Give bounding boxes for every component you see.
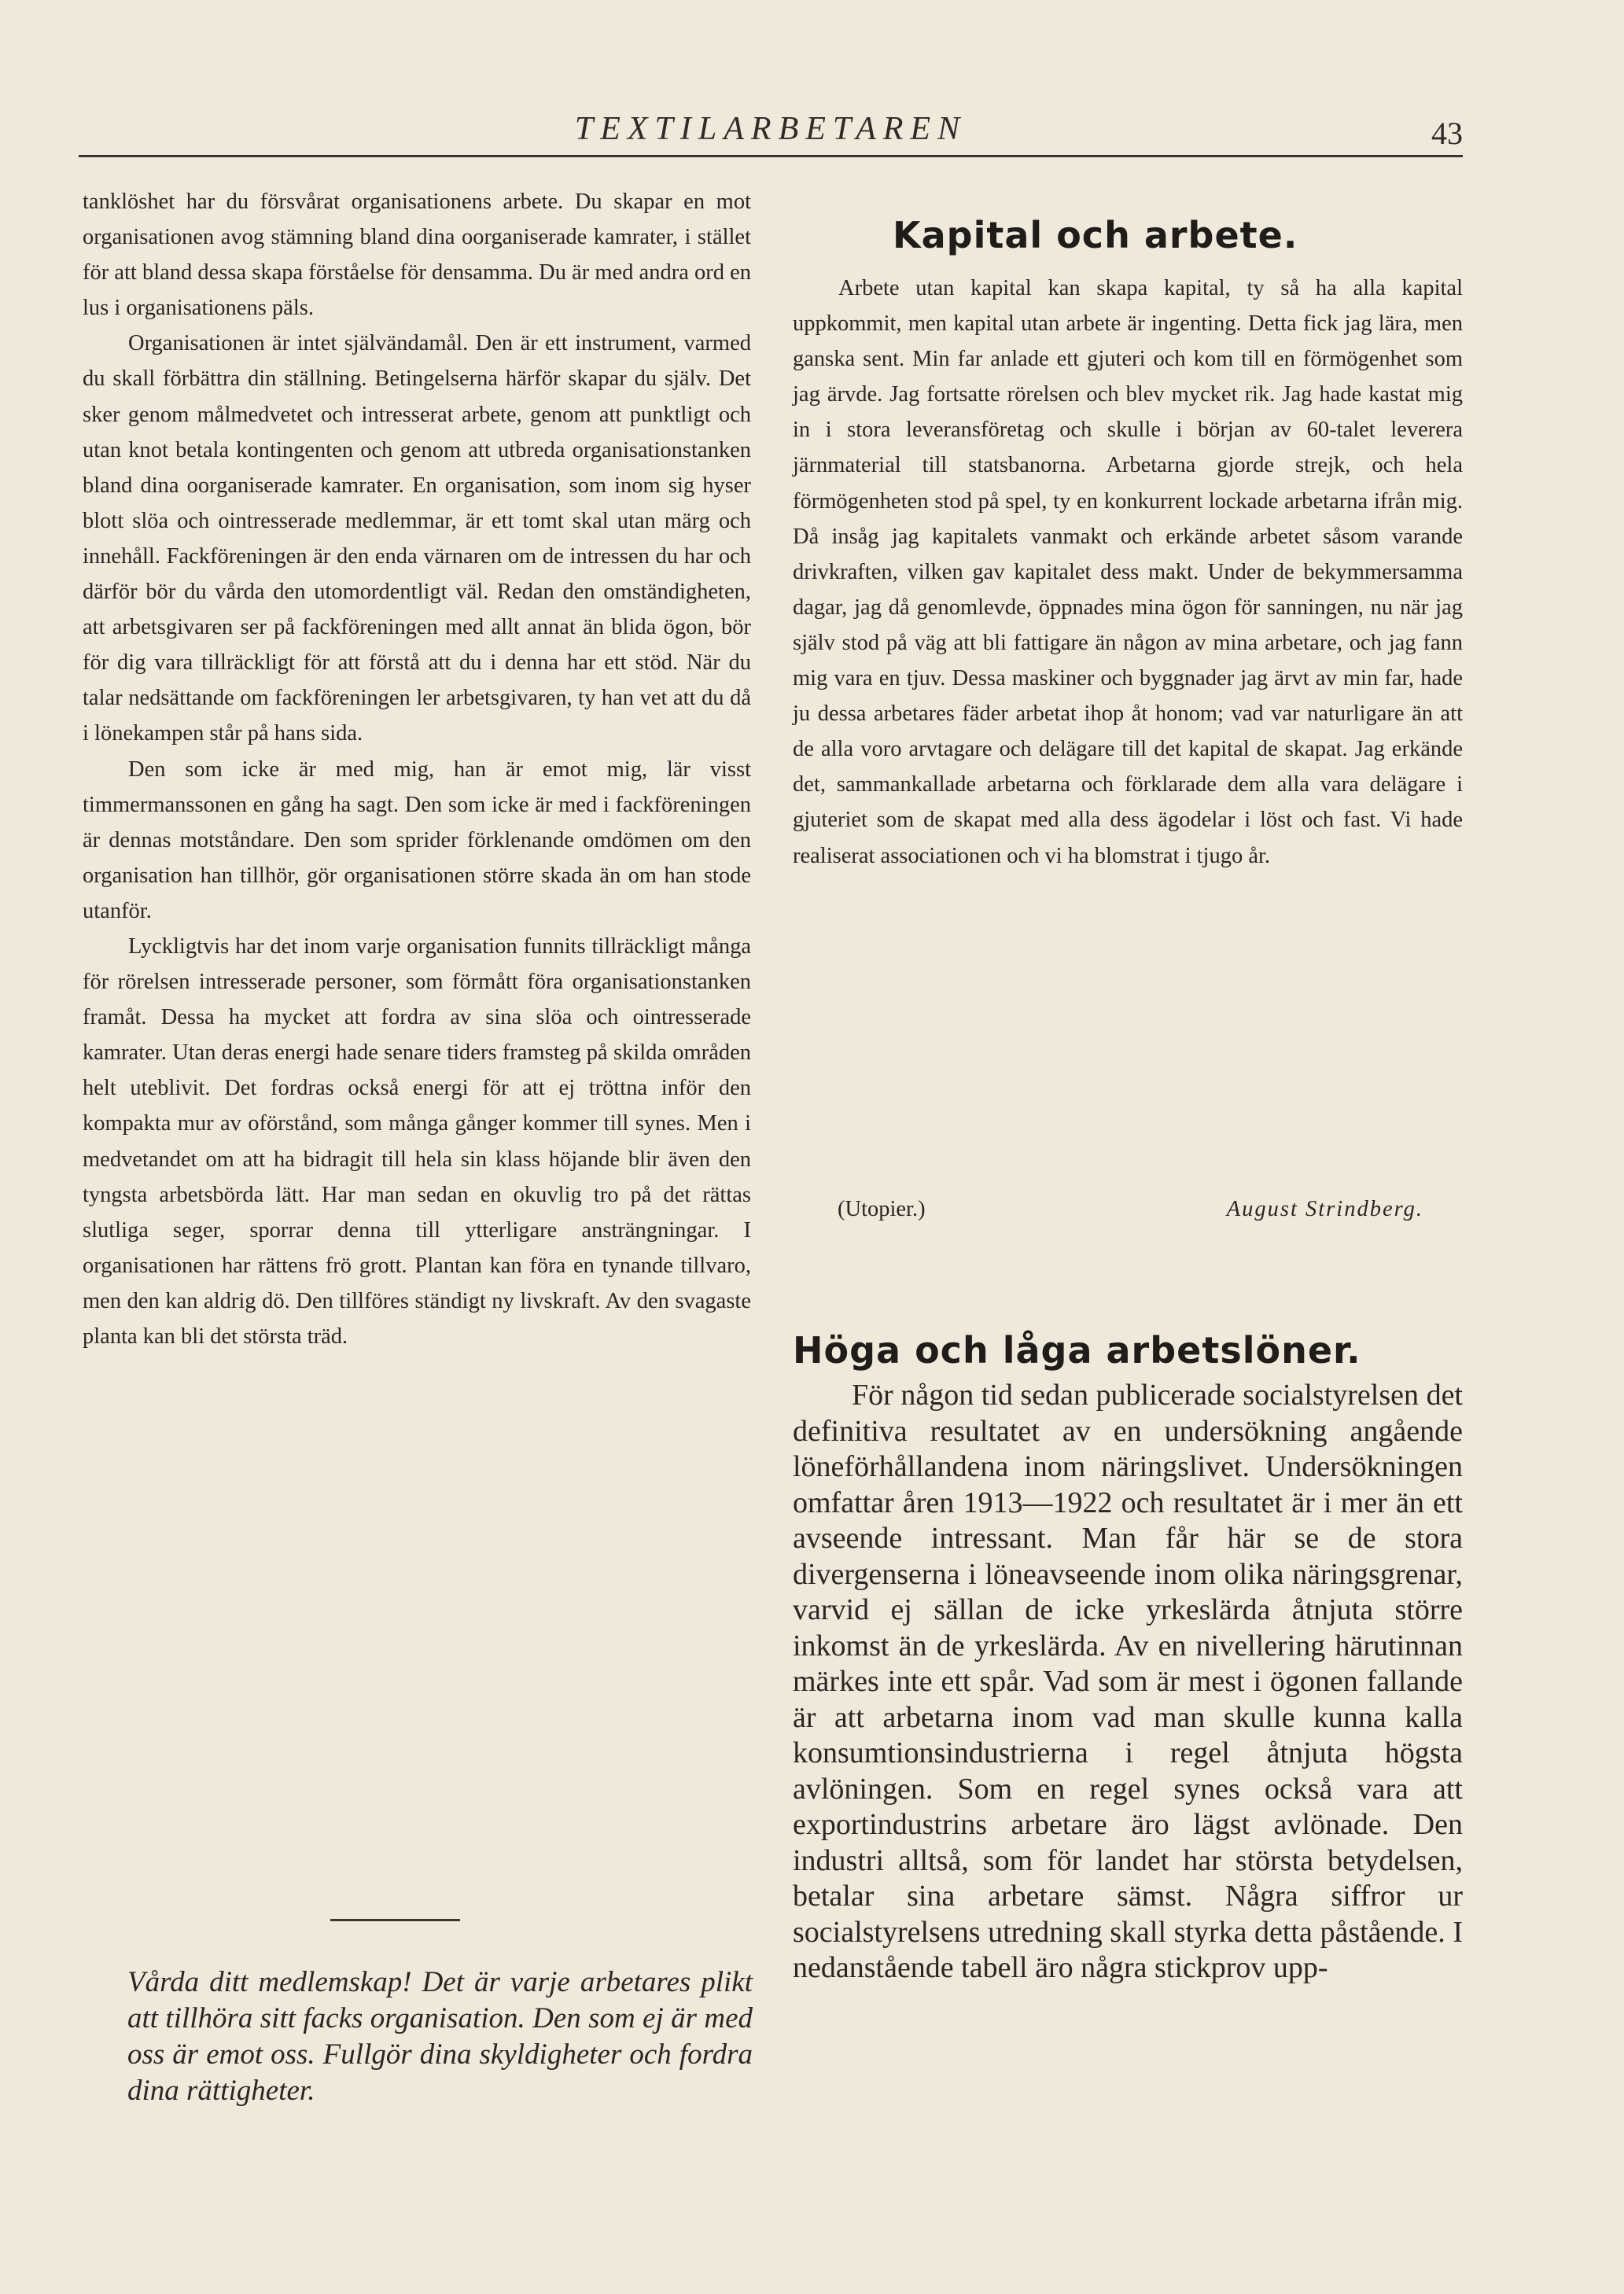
article-heading-kapital: Kapital och arbete. — [893, 214, 1298, 256]
page-number: 43 — [1431, 116, 1463, 151]
article-body-kapital — [793, 271, 1463, 874]
journal-title: TEXTILARBETAREN — [574, 111, 967, 147]
paragraph: För någon tid sedan publicerade socialstyrelsen det definitiva resultatet av en undersökning angående löneförhållandena inom näringslivet. Undersökningen omfattar åren 1913—1922 och resultatet är i mer än ett avseende intressant. Man får här se de stora divergenserna i löneavseende inom olika näringsgrenar, varvid ej sällan de icke yrkeslärda åtnjuta större inkomst än de yrkeslärda. Av en nivellering härutinnan märkes inte ett spår. Vad som är mest i ögonen fallande är att arbetarna inom vad man skulle kunna kalla konsumtionsindustrierna i regel åtnjuta högsta avlöningen. Som en regel synes också vara att exportindustrins arbetare äro lägst avlönade. Den industri alltså, som för landet har största betydelsen, betalar sina arbetare sämst. Några siffror ur socialstyrelsens utredning skall styrka detta påstående. I nedanstående tabell äro några stickprov upp- — [793, 1379, 1463, 1984]
paragraph: Den som icke är med mig, han är emot mig, lär visst timmermanssonen en gång ha sagt. Den som icke är med i fackföreningen är dennas motståndare. Den som sprider förklenande omdömen om den organisation han tillhör, gör organisationen större skada än om han stode utanför. — [83, 757, 751, 923]
header-rule — [79, 155, 1463, 157]
article-body-arbetsloner — [793, 1378, 1463, 1987]
author-name: August Strindberg. — [1226, 1197, 1423, 1221]
paragraph: Lyckligtvis har det inom varje organisation funnits tillräckligt många för rörelsen intresserade personer, som förmått föra organisationstanken framåt. Dessa ha mycket att fordra av sina slöa och ointresserade kamrater. Utan deras energi hade senare tiders framsteg på skilda områden helt uteblivit. Det fordras också energi för att ej tröttna inför den kompakta mur av oförstånd, som många gånger kommer till synes. Men i medvetandet om att ha bidragit till hela sin klass höjande blir även den tyngsta arbetsbörda lätt. Har man sedan en okuvlig tro på det rättas slutliga seger, sporrar denna till ytterligare ansträngningar. I organisationen har rättens frö grott. Plantan kan föra en tynande tillvaro, men den kan aldrig dö. Den tillföres ständigt ny livskraft. Av den svagaste planta kan bli det största träd. — [83, 933, 751, 1349]
paragraph: tanklöshet har du försvårat organisationens arbete. Du skapar en mot organisationen avog stämning bland dina oorganiserade kamrater, i stället för att bland dessa skapa förståelse för densamma. Du är med andra ord en lus i organisationens päls. — [83, 190, 751, 321]
running-header — [79, 110, 1463, 157]
left-column — [83, 184, 751, 1354]
paragraph: Arbete utan kapital kan skapa kapital, ty så ha alla kapital uppkommit, men kapital utan arbete är ingenting. Detta fick jag lära, men ganska sent. Min far anlade ett gjuteri och kom till en förmögenhet som jag ärvde. Jag fortsatte rörelsen och blev mycket rik. Jag hade kastat mig in i stora leveransföretag och skulle i början av 60-talet leverera järnmaterial till statsbanorna. Arbetarna gjorde strejk, och hela förmögenheten stod på spel, ty en konkurrent lockade arbetarna ifrån mig. Då insåg jag kapitalets vanmakt och erkände arbetet såsom varande drivkraften, vilken gav kapitalet dess makt. Under de bekymmersamma dagar, jag då genomlevde, öppnades mina ögon för sanningen, nu när jag själv stod på väg att bli fattigare än någon av mina arbetare, och jag fann mig vara en tjuv. Dessa maskiner och byggnader jag ärvt av min far, hade ju dessa arbetares fäder arbetat ihop åt honom; vad var naturligare än att de alla voro arvtagare och delägare till det kapital de skapat. Jag erkände det, sammankallade arbetarna och förklarade dem alla vara delägare i gjuteriet som de skapat med alla dess ägodelar i löst och fast. Vi hade realiserat associationen och vi ha blomstrat i tjugo år. — [793, 276, 1463, 868]
source-note: (Utopier.) — [838, 1197, 926, 1221]
article-heading-arbetsloner: Höga och låga arbetslöner. — [793, 1329, 1361, 1372]
article-signature — [838, 1197, 1423, 1222]
membership-motto: Vårda ditt medlemskap! Det är varje arbetares plikt att tillhöra sitt facks organisation. Den som ej är med oss är emot oss. Fullgör dina skyldigheter och fordra dina rättigheter. — [127, 1966, 753, 2107]
paragraph: Organisationen är intet självändamål. Den är ett instrument, varmed du skall förbättra din ställning. Betingelserna härför skapar du själv. Det sker genom målmedvetet och intresserat arbete, genom att punktligt och utan knot betala kontingenten och genom att utbreda organisationstanken bland dina oorganiserade kamrater. En organisation, som inom sig hyser blott slöa och ointresserade medlemmar, är ett tomt skal utan märg och innehåll. Fackföreningen är den enda värnaren om de intressen du har och därför bör du vårda den utomordentligt väl. Redan den omständigheten, att arbetsgivaren ser på fackföreningen med allt annat än blida ögon, bör för dig vara tillräckligt för att förstå att du i denna har ett stöd. När du talar nedsättande om fackföreningen ler arbetsgivaren, ty han vet att du då i lönekampen står på hans sida. — [83, 331, 751, 746]
section-divider — [330, 1919, 460, 1921]
